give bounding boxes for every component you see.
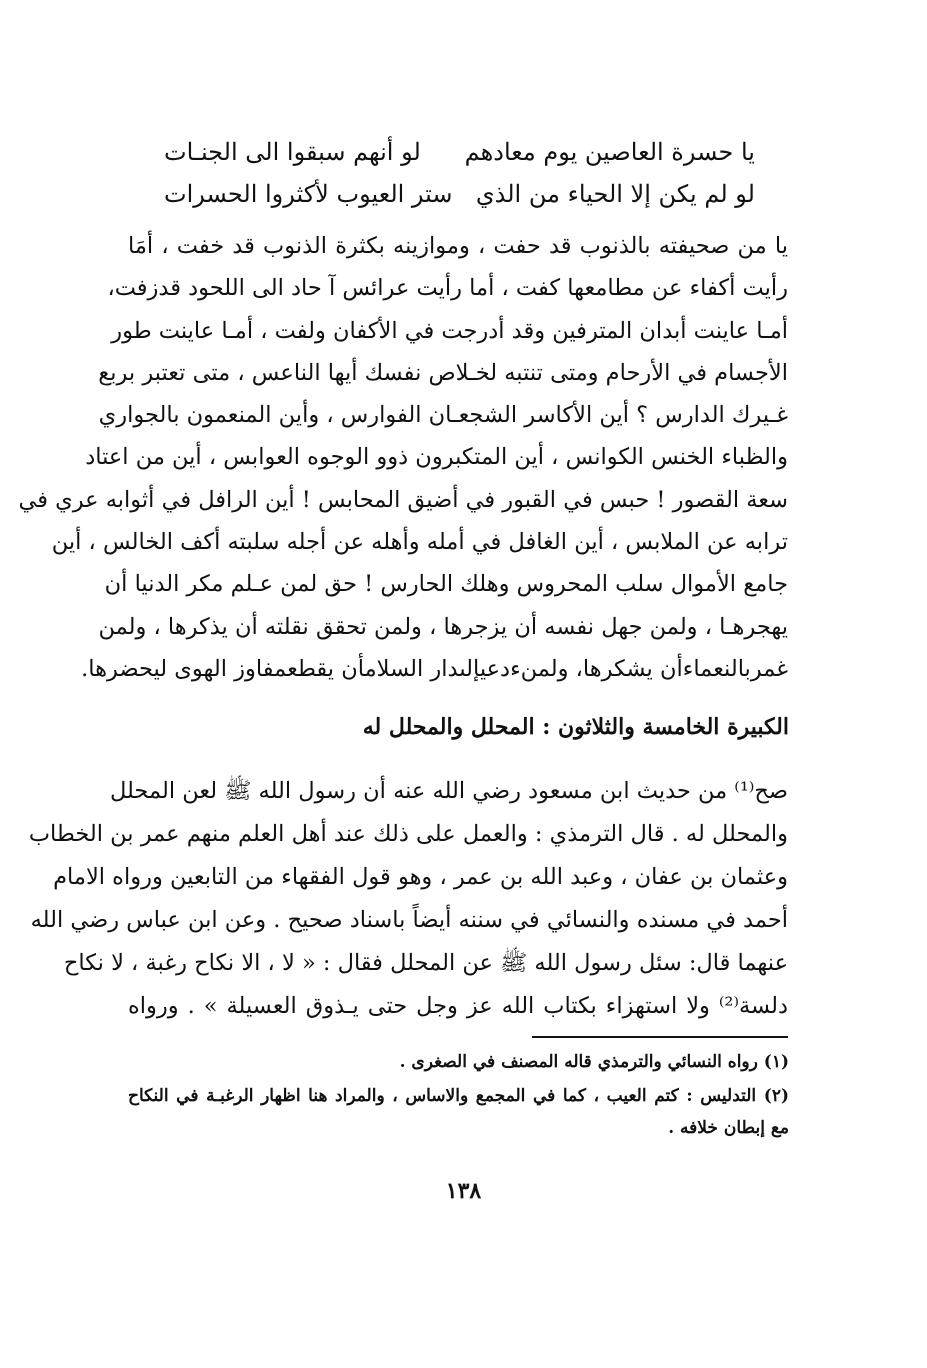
footnote-divider xyxy=(532,1036,788,1038)
hadith-line: والمحلل له . قال الترمذي : والعمل على ذلك عند أهل العلم منهم عمر بن الخطاب xyxy=(28,821,788,847)
hadith-paragraph xyxy=(28,770,788,1028)
hadith-line: أحمد في مسنده والنسائي في سننه أيضاً باسناد صحيح . وعن ابن عباس رضي الله xyxy=(30,907,788,933)
prose-line: رأيت أكفاء عن مطامعها كفت ، أما رأيت عرائس آ حاد الى اللحود قدزفت، xyxy=(107,275,788,302)
verse-1-left: لو أنهم سبقوا الى الجنـات xyxy=(164,138,421,166)
prose-line: غمربالنعماءأن يشكرها، ولمنءدعيإلىدار السلامأن يقطعمفاوز الهوى ليحضرها. xyxy=(81,655,788,682)
verse-2-right: لو لم يكن إلا الحياء من الذي xyxy=(475,180,755,208)
verse-1-right: يا حسرة العاصين يوم معادهم xyxy=(464,138,755,166)
page-number: ١٣٨ xyxy=(445,1178,482,1204)
prose-line: والظباء الخنس الكوانس ، أين المتكبرون ذوو الوجوه العوابس ، أين من اعتاد xyxy=(85,444,788,471)
footnote-2-continued: مع إبطان خلافه . xyxy=(668,1118,789,1138)
hadith-line: دلسة⁽²⁾ ولا استهزاء بكتاب الله عز وجل حتى يـذوق العسيلة » . ورواه xyxy=(128,993,788,1019)
prose-line: يا من صحيفته بالذنوب قد حفت ، وموازينه بكثرة الذنوب قد خفت ، أمَا xyxy=(128,233,788,259)
prose-line: سعة القصور ! حبس في القبور في أضيق المحابس ! أين الرافل في أثوابه عري في xyxy=(18,486,788,513)
hadith-line: عنهما قال: سئل رسول الله ﷺ عن المحلل فقال : « لا ، الا نكاح رغبة ، لا نكاح xyxy=(63,950,788,976)
footnote-2: (٢) التدليس : كتم العيب ، كما في المجمع والاساس ، والمراد هنا اظهار الرغبـة في النكاح xyxy=(128,1086,789,1106)
footnote-1: (١) رواه النسائي والترمذي قاله المصنف في الصغرى . xyxy=(399,1052,789,1072)
prose-line: جامع الأموال سلب المحروس وهلك الحارس ! حق لمن عـلم مكر الدنيا أن xyxy=(104,571,788,598)
prose-line: الأجسام في الأرحام ومتى تنتبه لخـلاص نفسك أيها الناعس ، متى تعتبر بربع xyxy=(98,359,788,386)
prose-line: ترابه عن الملابس ، أين الغافل في أمله وأهله عن أجله سلبته أكف الخالس ، أين xyxy=(51,529,788,556)
hadith-line: وعثمان بن عفان ، وعبد الله بن عمر ، وهو قول الفقهاء من التابعين ورواه الامام xyxy=(53,864,788,890)
prose-line: غـيرك الدارس ؟ أين الأكاسر الشجعـان الفوارس ، وأين المنعمون بالجواري xyxy=(98,402,788,429)
hadith-line: صح⁽¹⁾ من حديث ابن مسعود رضي الله عنه أن رسول الله ﷺ لعن المحلل xyxy=(109,778,788,804)
prose-line: يهجرهـا ، ولمن جهل نفسه أن يزجرها ، ولمن تحقق نقلته أن يذكرها ، ولمن xyxy=(98,613,788,640)
verse-2-left: ستر العيوب لأكثروا الحسرات xyxy=(164,180,453,208)
prose-paragraph xyxy=(18,225,788,690)
section-heading: الكبيرة الخامسة والثلاثون : المحلل والمحلل له xyxy=(362,714,789,740)
prose-line: أمـا عاينت أبدان المترفين وقد أدرجت في الأكفان ولفت ، أمـا عاينت طور xyxy=(111,317,788,344)
